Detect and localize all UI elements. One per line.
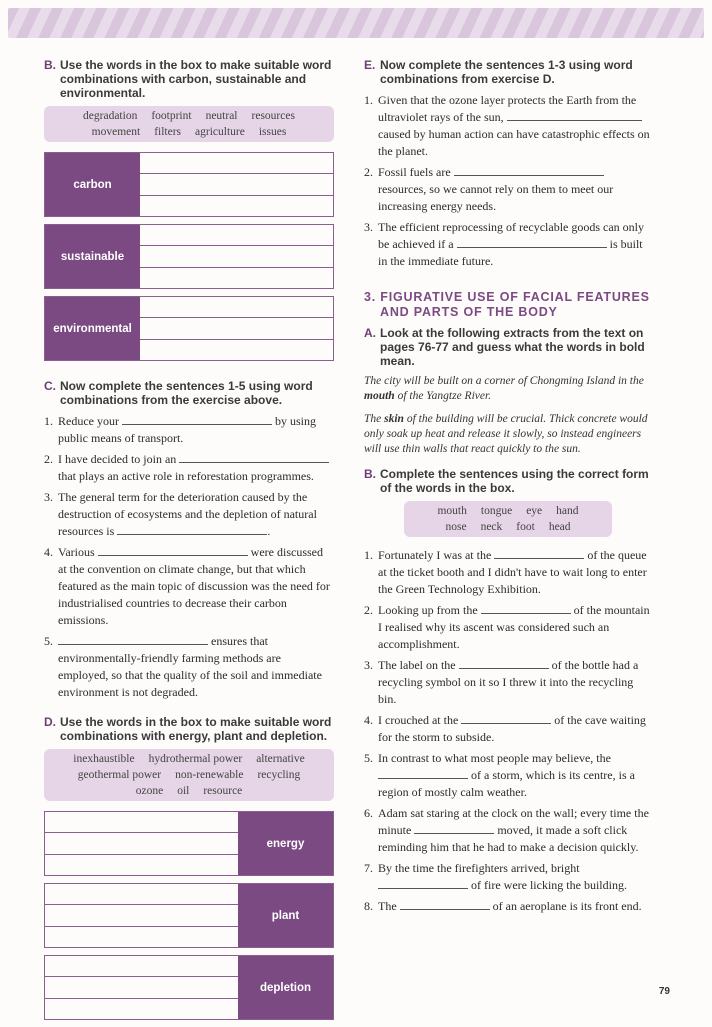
section-3-title: 3. FIGURATIVE USE OF FACIAL FEATURES AND PARTS OF THE BODY bbox=[364, 290, 650, 319]
section-3b-heading bbox=[364, 467, 652, 495]
list-item: 2. Looking up from the of the mountain I realised why its ascent was considered such an accomplishment. bbox=[364, 603, 650, 651]
list-item: 3. The general term for the deterioration caused by the destruction of ecosystems and the depletion of natural resources is . bbox=[44, 490, 317, 538]
list-item: 2. Fossil fuels are resources, so we cannot rely on them to meet our increasing energy needs. bbox=[364, 165, 614, 213]
right-column bbox=[364, 58, 652, 919]
word-box-3b bbox=[404, 501, 612, 537]
answer-cell[interactable] bbox=[140, 225, 333, 246]
word-box-item: neck bbox=[480, 521, 503, 533]
list-item: 5. ensures that environmentally-friendly farming methods are employed, so that the quality of the soil and immediate environment is not degraded. bbox=[44, 634, 322, 699]
list-item: 5. In contrast to what most people may believe, the of a storm, which is its centre, is a region of mostly calm weather. bbox=[364, 751, 635, 799]
section-b-letter: B. bbox=[44, 58, 56, 72]
word-box-item: ozone bbox=[135, 785, 164, 797]
word-box-item: filters bbox=[154, 126, 182, 138]
word-box-item: resource bbox=[203, 785, 243, 797]
word-box-item: head bbox=[548, 521, 571, 533]
section-d-letter: D. bbox=[44, 715, 56, 729]
word-box-item: issues bbox=[258, 126, 287, 138]
answer-cell[interactable] bbox=[45, 884, 238, 905]
answer-cell[interactable] bbox=[45, 905, 238, 926]
answer-cell[interactable] bbox=[140, 297, 333, 318]
section-e-heading bbox=[364, 58, 652, 86]
answer-cell[interactable] bbox=[140, 246, 333, 267]
section-c-heading bbox=[44, 379, 334, 407]
word-box-d bbox=[44, 749, 334, 801]
list-item: 1. Reduce your by using public means of transport. bbox=[44, 414, 316, 445]
list-item: 3. The efficient reprocessing of recyclable goods can only be achieved if a is built in the immediate future. bbox=[364, 220, 645, 268]
sustainable-label: sustainable bbox=[45, 225, 140, 288]
section-3a-instruction: Look at the following extracts from the text on pages 76-77 and guess what the words in bold mean. bbox=[380, 326, 645, 368]
environmental-table bbox=[44, 296, 334, 361]
section-e-letter: E. bbox=[364, 58, 376, 72]
word-box-item: non-renewable bbox=[175, 769, 244, 781]
section-3a-letter: A. bbox=[364, 326, 376, 340]
section-3a-heading bbox=[364, 326, 652, 368]
word-box-item: movement bbox=[91, 126, 141, 138]
answer-cell[interactable] bbox=[140, 153, 333, 174]
word-box-item: footprint bbox=[151, 110, 192, 122]
left-column bbox=[44, 58, 334, 1027]
environmental-label: environmental bbox=[45, 297, 140, 360]
answer-cell[interactable] bbox=[45, 855, 238, 875]
word-box-item: mouth bbox=[437, 505, 467, 517]
blank[interactable] bbox=[494, 547, 584, 559]
blank[interactable] bbox=[461, 712, 551, 724]
section-3b-list bbox=[364, 547, 652, 915]
word-box-item: eye bbox=[526, 505, 543, 517]
energy-label: energy bbox=[238, 812, 333, 875]
blank[interactable] bbox=[98, 544, 248, 556]
section-e-list bbox=[364, 92, 652, 270]
depletion-label: depletion bbox=[238, 956, 333, 1019]
blank[interactable] bbox=[454, 164, 604, 176]
answer-cell[interactable] bbox=[140, 318, 333, 339]
blank[interactable] bbox=[481, 602, 571, 614]
answer-cell[interactable] bbox=[140, 340, 333, 360]
blank[interactable] bbox=[507, 109, 642, 121]
word-box-item: alternative bbox=[256, 753, 305, 765]
section-d-instruction: Use the words in the box to make suitable word combinations with energy, plant and depletion. bbox=[60, 715, 332, 743]
blank[interactable] bbox=[459, 657, 549, 669]
list-item: 2. I have decided to join an that plays an active role in reforestation programmes. bbox=[44, 451, 334, 485]
plant-table bbox=[44, 883, 334, 948]
list-item: 4. Various were discussed at the convention on climate change, but that which featured as the main topic of discussion was the need for industrialised countries to decrease their carbon emissions. bbox=[44, 545, 330, 627]
answer-cell[interactable] bbox=[140, 196, 333, 216]
answer-cell[interactable] bbox=[45, 977, 238, 998]
blank[interactable] bbox=[117, 523, 267, 535]
list-item: 6. Adam sat staring at the clock on the wall; every time the minute moved, it made a soft click reminding him that he had to make a decision quickly. bbox=[364, 806, 649, 854]
section-b-instruction: Use the words in the box to make suitable word combinations with carbon, sustainable and environmental. bbox=[60, 58, 332, 100]
blank[interactable] bbox=[414, 822, 494, 834]
word-box-item: agriculture bbox=[195, 126, 245, 138]
answer-cell[interactable] bbox=[45, 812, 238, 833]
answer-cell[interactable] bbox=[45, 833, 238, 854]
blank[interactable] bbox=[378, 767, 468, 779]
blank[interactable] bbox=[58, 633, 208, 645]
extract-2: The skin of the building will be crucial. Thick concrete would only soak up heat and release it slowly, so instead engineers will use thin walls that react quickly to the sun. bbox=[364, 413, 648, 455]
plant-label: plant bbox=[238, 884, 333, 947]
carbon-table bbox=[44, 152, 334, 217]
section-d-heading bbox=[44, 715, 334, 743]
extract-1: The city will be built on a corner of Chongming Island in the mouth of the Yangtze River. bbox=[364, 375, 644, 402]
word-box-item: oil bbox=[177, 785, 190, 797]
answer-cell[interactable] bbox=[45, 999, 238, 1019]
section-3b-letter: B. bbox=[364, 467, 376, 481]
answer-cell[interactable] bbox=[45, 927, 238, 947]
word-box-item: geothermal power bbox=[77, 769, 162, 781]
section-c-letter: C. bbox=[44, 379, 56, 393]
section-e-instruction: Now complete the sentences 1-3 using word combinations from exercise D. bbox=[380, 58, 633, 86]
blank[interactable] bbox=[378, 877, 468, 889]
word-box-item: resources bbox=[251, 110, 295, 122]
word-box-item: neutral bbox=[205, 110, 238, 122]
word-box-item: recycling bbox=[257, 769, 301, 781]
section-c-instruction: Now complete the sentences 1-5 using word combinations from the exercise above. bbox=[60, 379, 313, 407]
blank[interactable] bbox=[400, 898, 490, 910]
word-box-item: tongue bbox=[480, 505, 513, 517]
sustainable-table bbox=[44, 224, 334, 289]
word-box-item: foot bbox=[516, 521, 535, 533]
list-item: 8. The of an aeroplane is its front end. bbox=[364, 899, 642, 913]
energy-table bbox=[44, 811, 334, 876]
list-item: 4. I crouched at the of the cave waiting for the storm to subside. bbox=[364, 713, 646, 744]
word-box-item: hand bbox=[556, 505, 579, 517]
list-item: 7. By the time the firefighters arrived, bright of fire were licking the building. bbox=[364, 861, 627, 892]
list-item: 1. Fortunately I was at the of the queue at the ticket booth and I didn't have to wait long to enter the Green Technology Exhibition. bbox=[364, 548, 647, 596]
header-banner bbox=[8, 8, 704, 38]
answer-cell[interactable] bbox=[140, 174, 333, 195]
word-box-item: nose bbox=[445, 521, 467, 533]
word-box-item: hydrothermal power bbox=[148, 753, 243, 765]
list-item: 1. Given that the ozone layer protects the Earth from the ultraviolet rays of the sun, caused by human action can have catastrophic effects on the planet. bbox=[364, 93, 650, 158]
section-c-list bbox=[44, 413, 334, 701]
answer-cell[interactable] bbox=[140, 268, 333, 288]
word-box-item: inexhaustible bbox=[73, 753, 135, 765]
word-box-item: degradation bbox=[83, 110, 138, 122]
word-box-b bbox=[44, 106, 334, 142]
answer-cell[interactable] bbox=[45, 956, 238, 977]
depletion-table bbox=[44, 955, 334, 1020]
section-b-heading bbox=[44, 58, 334, 100]
list-item: 3. The label on the of the bottle had a recycling symbol on it so I threw it into the recycling bin. bbox=[364, 658, 639, 706]
carbon-label: carbon bbox=[45, 153, 140, 216]
blank[interactable] bbox=[457, 236, 607, 248]
section-3b-instruction: Complete the sentences using the correct form of the words in the box. bbox=[380, 467, 649, 495]
page-number: 79 bbox=[658, 986, 670, 997]
blank[interactable] bbox=[179, 451, 329, 463]
blank[interactable] bbox=[122, 413, 272, 425]
